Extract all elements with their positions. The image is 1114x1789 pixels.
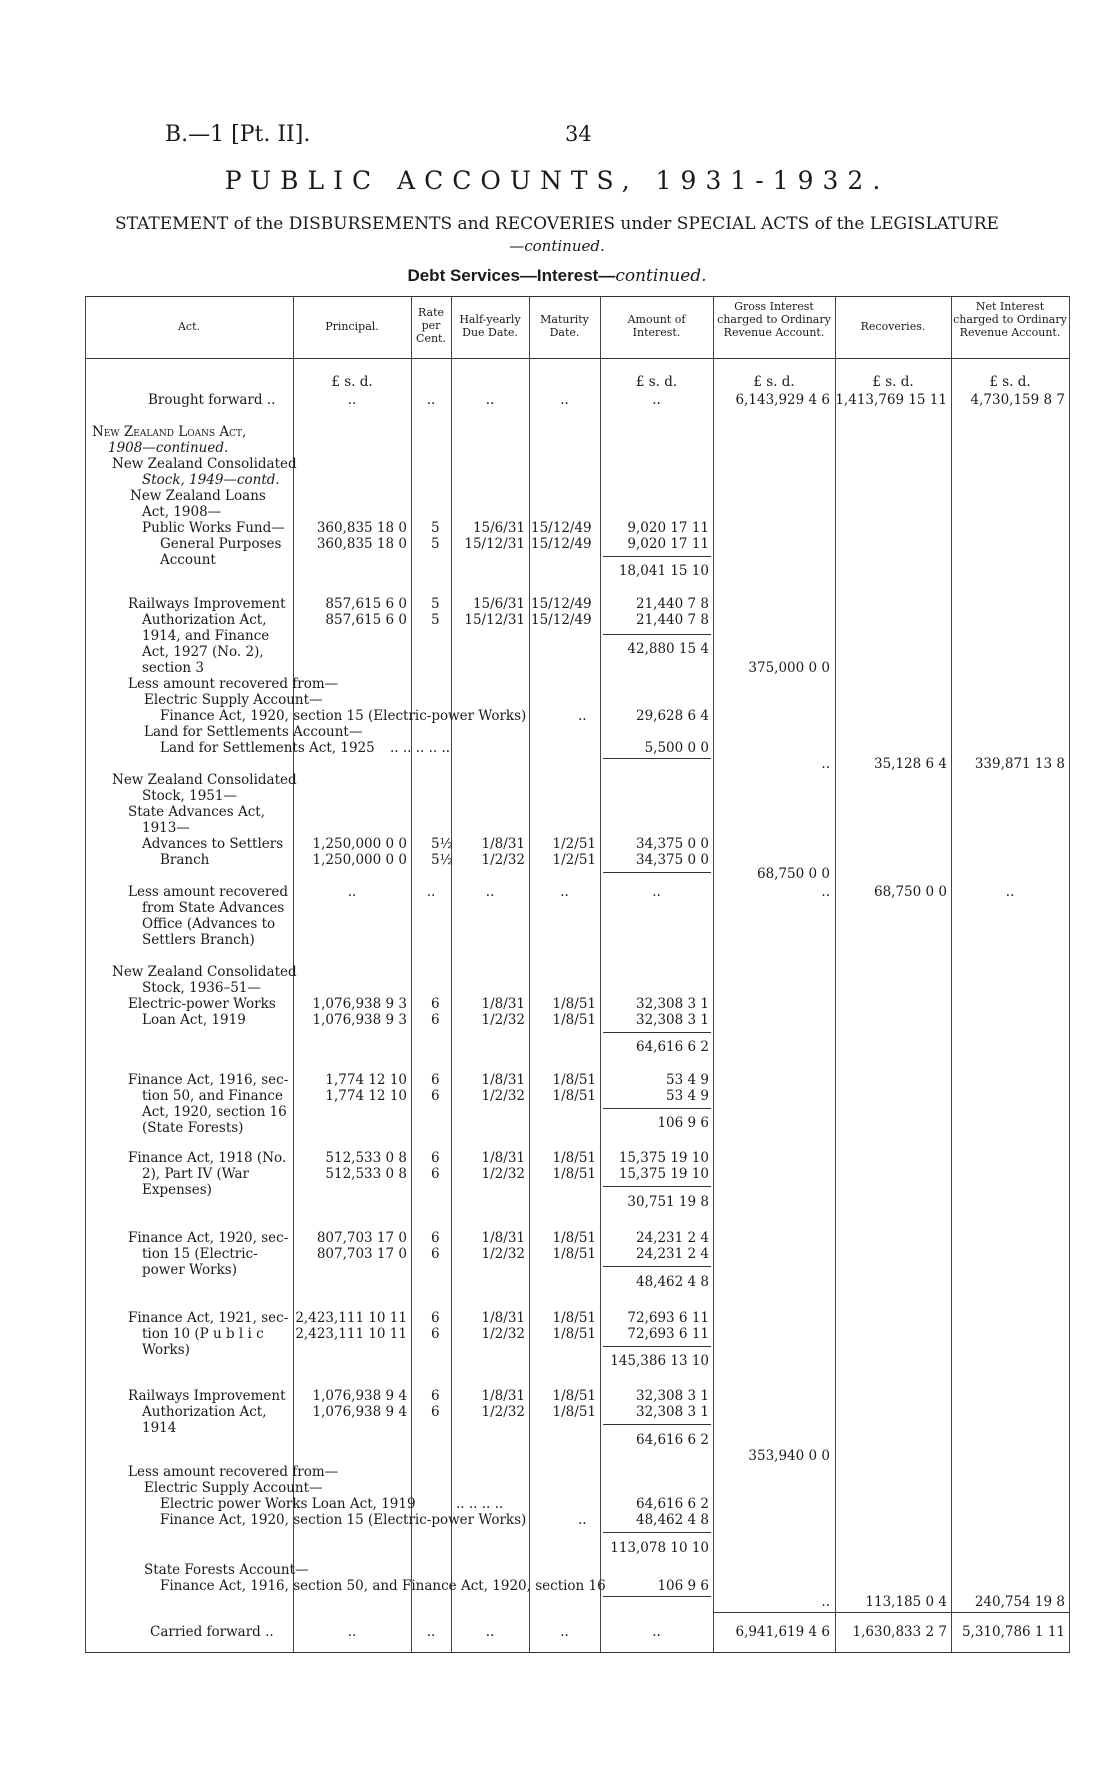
text: Act, 1908— — [142, 504, 222, 520]
cell: 5 — [431, 520, 440, 536]
subtotal-rule — [603, 1532, 711, 1533]
col-line — [451, 296, 452, 1652]
text: Authorization Act, — [142, 1404, 267, 1420]
cell: 6 — [431, 1246, 440, 1262]
text: Public Works Fund— — [142, 520, 285, 536]
rule-header-bottom — [85, 358, 1070, 359]
cell: 6 — [431, 1404, 440, 1420]
col-header-net: Net Interest charged to Ordinary Revenue Account. — [953, 300, 1067, 339]
text: (State Forests) — [142, 1120, 244, 1136]
text: Stock, 1951— — [142, 788, 237, 804]
col-line — [600, 296, 601, 1652]
cell: 339,871 13 8 — [974, 756, 1065, 772]
cell: 1/8/51 — [552, 1150, 596, 1166]
cell: 1/2/51 — [552, 852, 596, 868]
text: Railways Improvement — [128, 1388, 286, 1404]
cell: 24,231 2 4 — [636, 1230, 709, 1246]
cell: 64,616 6 2 — [636, 1039, 709, 1055]
text: Finance Act, 1916, section 50, and Finance Act, 1920, section 16 — [160, 1578, 606, 1594]
document-reference: B.—1 [Pt. II]. — [165, 122, 311, 147]
text: State Forests Account— — [144, 1562, 309, 1578]
text: tion 50, and Finance — [142, 1088, 283, 1104]
cell: 29,628 6 4 — [636, 708, 709, 724]
text: Stock, 1949—contd. — [142, 472, 280, 488]
text: Less amount recovered — [128, 884, 289, 900]
cell: 64,616 6 2 — [636, 1496, 709, 1512]
text: Loan Act, 1919 — [142, 1012, 246, 1028]
cell: 1,413,769 15 11 — [835, 392, 947, 408]
cell: 857,615 6 0 — [325, 612, 407, 628]
text: Finance Act, 1920, sec- — [128, 1230, 289, 1246]
statement-title: STATEMENT of the DISBURSEMENTS and RECOVERIES under SPECIAL ACTS of the LEGISLATURE — [115, 214, 999, 234]
cell: 32,308 3 1 — [636, 1388, 709, 1404]
text: 1908—continued. — [108, 440, 229, 456]
page-number: 34 — [565, 122, 592, 146]
currency-gross: £ s. d. — [753, 374, 795, 390]
cell: 32,308 3 1 — [636, 1404, 709, 1420]
text: from State Advances — [142, 900, 285, 916]
text: Finance Act, 1920, section 15 (Electric-power Works) — [160, 708, 527, 724]
cell: 5 — [431, 536, 440, 552]
col-line — [411, 296, 412, 1652]
cell: 6 — [431, 1088, 440, 1104]
cell: .. — [560, 392, 569, 408]
cell: .. — [426, 1624, 436, 1640]
rule-bottom — [85, 1652, 1070, 1653]
text: 2), Part IV (War — [142, 1166, 249, 1182]
text: Branch — [160, 852, 210, 868]
cell: 42,880 15 4 — [627, 641, 709, 657]
text: Less amount recovered from— — [128, 676, 339, 692]
cell: 1,774 12 10 — [325, 1072, 407, 1088]
currency-principal: £ s. d. — [331, 374, 373, 390]
cell: 6,143,929 4 6 — [735, 392, 830, 408]
subtotal-rule — [603, 758, 711, 759]
cell: 1/2/32 — [481, 1012, 525, 1028]
cell: 145,386 13 10 — [610, 1353, 709, 1369]
subtotal-rule — [603, 1186, 711, 1187]
cell: 1,250,000 0 0 — [312, 836, 407, 852]
cell: .. — [560, 1624, 569, 1640]
text: Stock, 1936–51— — [142, 980, 261, 996]
cell: 6 — [431, 1072, 440, 1088]
text: .. — [578, 708, 587, 724]
col-header-gross: Gross Interest charged to Ordinary Revenue Account. — [717, 300, 831, 339]
cell: 1/8/51 — [552, 1012, 596, 1028]
subtotal-rule — [603, 1424, 711, 1425]
cell: 1/8/51 — [552, 1404, 596, 1420]
cell: 5½ — [431, 836, 453, 852]
cell: 360,835 18 0 — [316, 536, 407, 552]
cell: 1/2/51 — [552, 836, 596, 852]
cell: 15/12/31 — [464, 612, 525, 628]
cell: 21,440 7 8 — [636, 596, 709, 612]
cell: .. — [821, 756, 830, 772]
cell: 1/8/31 — [481, 1150, 525, 1166]
total-rule — [713, 1612, 1069, 1613]
text: New Zealand Consolidated — [112, 964, 297, 980]
cell: 5½ — [431, 852, 453, 868]
cell: 353,940 0 0 — [748, 1448, 830, 1464]
cell: 15/6/31 — [472, 520, 525, 536]
text: .. .. .. .. .. — [390, 740, 451, 756]
cell: .. — [426, 884, 436, 900]
section-subtitle — [0, 266, 1114, 286]
text: New Zealand Consolidated — [112, 772, 297, 788]
cell: 1/8/51 — [552, 1246, 596, 1262]
subtotal-rule — [603, 1346, 711, 1347]
text: New Zealand Consolidated — [112, 456, 297, 472]
text: Authorization Act, — [142, 612, 267, 628]
statement-continued: —continued. — [509, 237, 605, 255]
subtotal-rule — [603, 1596, 711, 1597]
cell: 1/8/51 — [552, 1088, 596, 1104]
cell: 15/6/31 — [472, 596, 525, 612]
subtotal-rule — [603, 1032, 711, 1033]
text: Expenses) — [142, 1182, 212, 1198]
cell: 512,533 0 8 — [325, 1150, 407, 1166]
text: Electric Supply Account— — [144, 692, 323, 708]
cell: 360,835 18 0 — [316, 520, 407, 536]
text: 1914 — [142, 1420, 177, 1436]
text: General Purposes — [160, 536, 282, 552]
text: Settlers Branch) — [142, 932, 255, 948]
col-header-amount: Amount of Interest. — [627, 313, 686, 339]
cell: .. — [485, 884, 495, 900]
text: tion 10 (P u b l i c — [142, 1326, 264, 1342]
cell: 1/2/32 — [481, 1166, 525, 1182]
cell: 15/12/49 — [531, 612, 592, 628]
cell: 48,462 4 8 — [636, 1274, 709, 1290]
text: Advances to Settlers — [142, 836, 284, 852]
cell: .. — [652, 884, 661, 900]
text: Electric power Works Loan Act, 1919 — [160, 1496, 416, 1512]
cell: 6 — [431, 996, 440, 1012]
cell: 807,703 17 0 — [316, 1246, 407, 1262]
cell: 1,630,833 2 7 — [852, 1624, 947, 1640]
cell: 15/12/49 — [531, 596, 592, 612]
cell: .. — [652, 1624, 661, 1640]
cell: 5 — [431, 612, 440, 628]
cell: 375,000 0 0 — [748, 660, 830, 676]
cell: 4,730,159 8 7 — [970, 392, 1065, 408]
cell: 6,941,619 4 6 — [735, 1624, 830, 1640]
subtotal-rule — [603, 1108, 711, 1109]
cell: 64,616 6 2 — [636, 1432, 709, 1448]
cell: 68,750 0 0 — [874, 884, 947, 900]
cell: 6 — [431, 1326, 440, 1342]
cell: 15,375 19 10 — [618, 1166, 709, 1182]
text — [108, 440, 228, 456]
col-header-maturity: Maturity Date. — [540, 313, 589, 339]
currency-amount: £ s. d. — [635, 374, 678, 390]
cell: 6 — [431, 1388, 440, 1404]
cell: 1,076,938 9 3 — [312, 1012, 407, 1028]
text: 1914, and Finance — [142, 628, 270, 644]
cell: 5,310,786 1 11 — [961, 1624, 1065, 1640]
cell: 1/8/51 — [552, 1072, 596, 1088]
cell: 1,076,938 9 4 — [312, 1388, 407, 1404]
text: New Zealand Loans — [130, 488, 266, 504]
cell: 53 4 9 — [666, 1072, 709, 1088]
text: 1913— — [142, 820, 190, 836]
cell: .. — [821, 1594, 830, 1610]
text: Finance Act, 1920, section 15 (Electric-power Works) — [160, 1512, 527, 1528]
cell: 21,440 7 8 — [636, 612, 709, 628]
subtitle-main: Debt Services—Interest— — [407, 266, 616, 285]
text: Works) — [142, 1342, 190, 1358]
cell: 1/2/32 — [481, 1326, 525, 1342]
cell: .. — [347, 884, 357, 900]
cell: 807,703 17 0 — [316, 1230, 407, 1246]
cell: 1,076,938 9 4 — [312, 1404, 407, 1420]
cell: .. — [485, 392, 495, 408]
text: tion 15 (Electric- — [142, 1246, 258, 1262]
text: Land for Settlements Account— — [144, 724, 363, 740]
text: Electric Supply Account— — [144, 1480, 323, 1496]
cell: 2,423,111 10 11 — [295, 1326, 407, 1342]
cell: 34,375 0 0 — [636, 852, 709, 868]
cell: .. — [821, 884, 830, 900]
text: Finance Act, 1921, sec- — [128, 1310, 289, 1326]
subtotal-rule — [603, 634, 711, 635]
cell: 5 — [431, 596, 440, 612]
cell: 6 — [431, 1166, 440, 1182]
col-header-due-date: Half-yearly Due Date. — [459, 313, 521, 339]
col-line — [951, 296, 952, 1652]
cell: 1/8/51 — [552, 1310, 596, 1326]
cell: 1,076,938 9 3 — [312, 996, 407, 1012]
cell: 5,500 0 0 — [644, 740, 709, 756]
cell: 15,375 19 10 — [618, 1150, 709, 1166]
cell: 15/12/31 — [464, 536, 525, 552]
cell: 1/2/32 — [481, 852, 525, 868]
cell: 1/8/31 — [481, 1310, 525, 1326]
cell: 1/8/31 — [481, 1072, 525, 1088]
cell: .. — [652, 392, 661, 408]
subtotal-rule — [603, 872, 711, 873]
cell: 24,231 2 4 — [636, 1246, 709, 1262]
text: Land for Settlements Act, 1925 — [160, 740, 375, 756]
cell: 68,750 0 0 — [757, 866, 830, 882]
cell: .. — [347, 1624, 357, 1640]
cell: 6 — [431, 1230, 440, 1246]
cell: 1/2/32 — [481, 1088, 525, 1104]
cell: 113,185 0 4 — [865, 1594, 947, 1610]
text: Account — [160, 552, 216, 568]
cell: 857,615 6 0 — [325, 596, 407, 612]
cell: .. — [560, 884, 569, 900]
text: Finance Act, 1916, sec- — [128, 1072, 289, 1088]
cell: .. — [347, 392, 357, 408]
cell: 9,020 17 11 — [627, 536, 709, 552]
subtitle-continued: continued. — [615, 266, 707, 286]
text: Railways Improvement — [128, 596, 286, 612]
cell: 512,533 0 8 — [325, 1166, 407, 1182]
cell: 72,693 6 11 — [627, 1326, 709, 1342]
cell: 9,020 17 11 — [627, 520, 709, 536]
text: Act, 1920, section 16 — [142, 1104, 287, 1120]
cell: 72,693 6 11 — [627, 1310, 709, 1326]
text: Less amount recovered from— — [128, 1464, 339, 1480]
cell: 2,423,111 10 11 — [295, 1310, 407, 1326]
rule-top — [85, 296, 1070, 297]
cell: .. — [485, 1624, 495, 1640]
cell: 35,128 6 4 — [874, 756, 947, 772]
cell: 1/8/31 — [481, 836, 525, 852]
col-line — [529, 296, 530, 1652]
cell: 1/8/51 — [552, 996, 596, 1012]
cell: 6 — [431, 1150, 440, 1166]
cell: 1/8/51 — [552, 1388, 596, 1404]
cell: 1/8/31 — [481, 1230, 525, 1246]
subtotal-rule — [603, 556, 711, 557]
cell: 32,308 3 1 — [636, 1012, 709, 1028]
col-line — [835, 296, 836, 1652]
text: New Zealand Loans Act, — [92, 424, 247, 440]
col-line — [85, 296, 86, 1652]
cell: 1/8/51 — [552, 1326, 596, 1342]
cell: 15/12/49 — [531, 520, 592, 536]
carried-forward-label: Carried forward .. — [150, 1624, 274, 1640]
cell: 106 9 6 — [657, 1578, 709, 1594]
cell: 6 — [431, 1012, 440, 1028]
cell: 1/8/51 — [552, 1230, 596, 1246]
cell: 1/8/31 — [481, 1388, 525, 1404]
col-header-rate: Rate per Cent. — [416, 306, 446, 345]
text: Electric-power Works — [128, 996, 276, 1012]
cell: 32,308 3 1 — [636, 996, 709, 1012]
subtotal-rule — [603, 1266, 711, 1267]
text: Office (Advances to — [142, 916, 276, 932]
cell: .. — [426, 392, 436, 408]
cell: 106 9 6 — [657, 1115, 709, 1131]
text: State Advances Act, — [128, 804, 265, 820]
cell: 1/2/32 — [481, 1404, 525, 1420]
text: .. — [578, 1512, 587, 1528]
currency-net: £ s. d. — [989, 374, 1031, 390]
cell: 240,754 19 8 — [974, 1594, 1065, 1610]
cell: 30,751 19 8 — [627, 1194, 709, 1210]
cell: 113,078 10 10 — [610, 1540, 709, 1556]
text: power Works) — [142, 1262, 237, 1278]
cell: 1/8/51 — [552, 1166, 596, 1182]
cell: 6 — [431, 1310, 440, 1326]
currency-recoveries: £ s. d. — [872, 374, 914, 390]
page-title: PUBLIC ACCOUNTS, 1931-1932. — [224, 166, 890, 195]
col-header-principal: Principal. — [325, 320, 379, 333]
cell: 53 4 9 — [666, 1088, 709, 1104]
text: Act, 1927 (No. 2), — [142, 644, 264, 660]
text: .. .. .. .. — [456, 1496, 504, 1512]
cell: 18,041 15 10 — [618, 563, 709, 579]
text — [142, 472, 280, 488]
text: Finance Act, 1918 (No. — [128, 1150, 287, 1166]
cell: .. — [1005, 884, 1015, 900]
cell: 34,375 0 0 — [636, 836, 709, 852]
cell: 48,462 4 8 — [636, 1512, 709, 1528]
col-header-recoveries: Recoveries. — [860, 320, 926, 333]
cell: 1/8/31 — [481, 996, 525, 1012]
col-line — [1069, 296, 1070, 1652]
cell: 1/2/32 — [481, 1246, 525, 1262]
cell: 1,250,000 0 0 — [312, 852, 407, 868]
cell: 1,774 12 10 — [325, 1088, 407, 1104]
col-header-act: Act. — [177, 320, 201, 333]
cell: 15/12/49 — [531, 536, 592, 552]
brought-forward-label: Brought forward .. — [148, 392, 276, 408]
text: section 3 — [142, 660, 204, 676]
